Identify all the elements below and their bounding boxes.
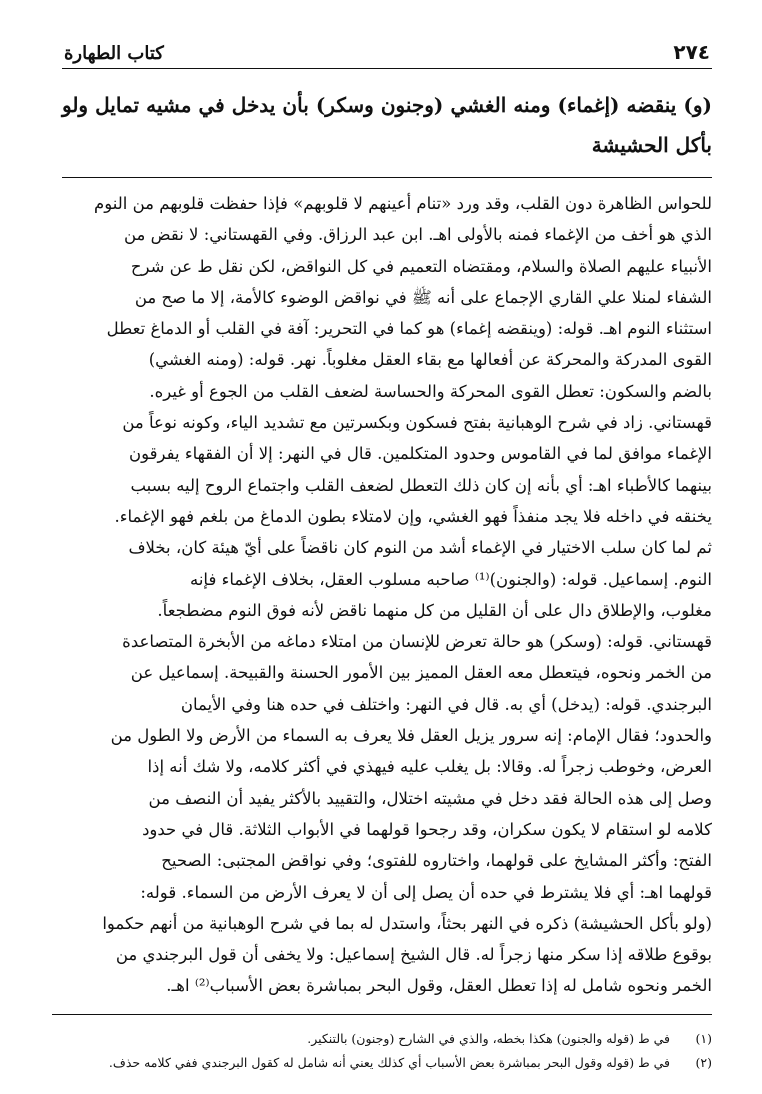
sharh-line: الشفاء لمنلا علي القاري الإجماع على أنه ﷺ في نواقض الوضوء كالأمة، إلا ما صح من — [134, 287, 712, 307]
sharh-line: بوقوع طلاقه إذا سكر منها زجراً له. قال الشيخ إسماعيل: ولا يخفى أن قول البرجندي من — [115, 945, 712, 965]
sharh-line: الخمر ونحوه شامل له إذا تعطل العقل، وقول البحر بمباشرة بعض الأسباب⁽²⁾ اهـ. — [166, 976, 712, 996]
sharh-line: يخنقه في داخله فلا يجد منفذاً فهو الغشي، وإن لامتلاء بطون الدماغ من بلغم فهو الإغماء. — [114, 506, 712, 526]
sharh-line: الأنبياء عليهم الصلاة والسلام، ومقتضاه التعميم في كل النواقض، لكن نقل ط عن شرح — [130, 256, 712, 276]
sharh-line: العرض، وخوطب زجراً له. وقالا: بل يغلب عليه فيهذي في أكثر كلامه، ولا شك أنه إذا — [147, 757, 712, 777]
book-title: كتاب الطهارة — [64, 43, 164, 64]
sharh-line: الذي هو أخف من الإغماء فمنه بالأولى اهـ. ابن عبد الرزاق. وفي القهستاني: لا نقض من — [124, 225, 712, 245]
sharh-line: والحدود؛ فقال الإمام: إنه سرور يزيل العقل فلا يعرف به السماء من الأرض ولا الطول من — [110, 726, 712, 746]
sharh-line: كلامه لو استقام لا يكون سكران، وقد رجحوا قولهما في الأبواب الثلاثة. قال في حدود — [142, 819, 712, 839]
page-number: ٢٧٤ — [673, 40, 710, 64]
footnote-text: في ط (قوله والجنون) هكذا بخطه، والذي في الشارح (وجنون) بالتنكير. — [307, 1030, 670, 1046]
sharh-line: بالضم والسكون: تعطل القوى المحركة والحساسة لضعف القلب من الجوع أو غيره. — [149, 381, 712, 401]
sharh-line: قولهما اهـ: أي فلا يشترط في حده أن يصل إلى أن لا يعرف الأرض من السماء. قوله: — [140, 882, 712, 902]
sharh-line: مغلوب، والإطلاق دال على أن القليل من كل منهما ناقض لأنه فوق النوم مضطجعاً. — [157, 600, 712, 620]
footnotes — [52, 1014, 712, 1075]
sharh-commentary — [62, 188, 712, 1002]
sharh-line: النوم. إسماعيل. قوله: (والجنون)⁽¹⁾ صاحبه مسلوب العقل، بخلاف الإغماء فإنه — [189, 569, 712, 589]
footnote-text: في ط (قوله وقول البحر بمباشرة بعض الأسباب أي كذلك يعني أنه شامل له كقول البرجندي ففي كلامه حذف. — [108, 1054, 670, 1070]
sharh-line: بينهما كالأطباء اهـ: أي بأنه إن كان ذلك التعطل لضعف القلب واجتماع الروح إليه بسبب — [130, 475, 712, 495]
sharh-line: وصل إلى هذه الحالة فقد دخل في مشيته اختلال، والتقييد بالأكثر يفيد أن النصف من — [148, 788, 712, 808]
footnote — [52, 1051, 712, 1075]
sharh-line: للحواس الظاهرة دون القلب، وقد ورد «تنام أعينهم لا قلوبهم» فإذا حفظت قلوبهم من النوم — [94, 194, 712, 213]
book-page — [62, 30, 712, 1075]
sharh-line: (ولو بأكل الحشيشة) ذكره في النهر بحثاً، واستدل له بما في شرح الوهبانية من أنهم حكموا — [102, 913, 712, 933]
sharh-line: ثم لما كان سلب الاختيار في الإغماء أشد من النوم كان ناقضاً على أيّ هيئة كان، بخلاف — [128, 538, 712, 558]
sharh-line: الإغماء موافق لما في القاموس وحدود المتكلمين. قال في النهر: إلا أن الفقهاء يفرقون — [129, 444, 712, 464]
sharh-line: البرجندي. قوله: (يدخل) أي به. قال في النهر: واختلف في حده هنا وفي الأيمان — [180, 694, 712, 714]
sharh-line: القوى المدركة والمحركة عن أفعالها مع بقاء العقل مغلوباً. نهر. قوله: (ومنه الغشي) — [148, 350, 712, 370]
page-header — [62, 30, 712, 69]
sharh-line: من الخمر ونحوه، فيتعطل معه العقل المميز بين الأمور الحسنة والقبيحة. إسماعيل عن — [130, 663, 712, 683]
matn-text: (و) ينقضه (إغماء) ومنه الغشي (وجنون وسكر) بأن يدخل في مشيه تمايل ولو بأكل الحشيشة — [62, 85, 712, 178]
sharh-line: استثناء النوم اهـ. قوله: (وينقضه إغماء) هو كما في التحرير: آفة في القلب أو الدماغ تعطل — [106, 319, 712, 339]
sharh-line: قهستاني. قوله: (وسكر) هو حالة تعرض للإنسان من امتلاء دماغه من الأبخرة المتصاعدة — [122, 632, 712, 652]
footnote-number: (٢) — [695, 1054, 712, 1070]
sharh-line: الفتح: وأكثر المشايخ على قولهما، واختاروه للفتوى؛ وفي نواقض المجتبى: الصحيح — [161, 851, 712, 871]
footnote-number: (١) — [695, 1030, 712, 1046]
sharh-line: قهستاني. زاد في شرح الوهبانية بفتح فسكون وبكسرتين مع تشديد الياء، وكونه نوعاً من — [122, 413, 712, 433]
footnote — [52, 1027, 712, 1051]
